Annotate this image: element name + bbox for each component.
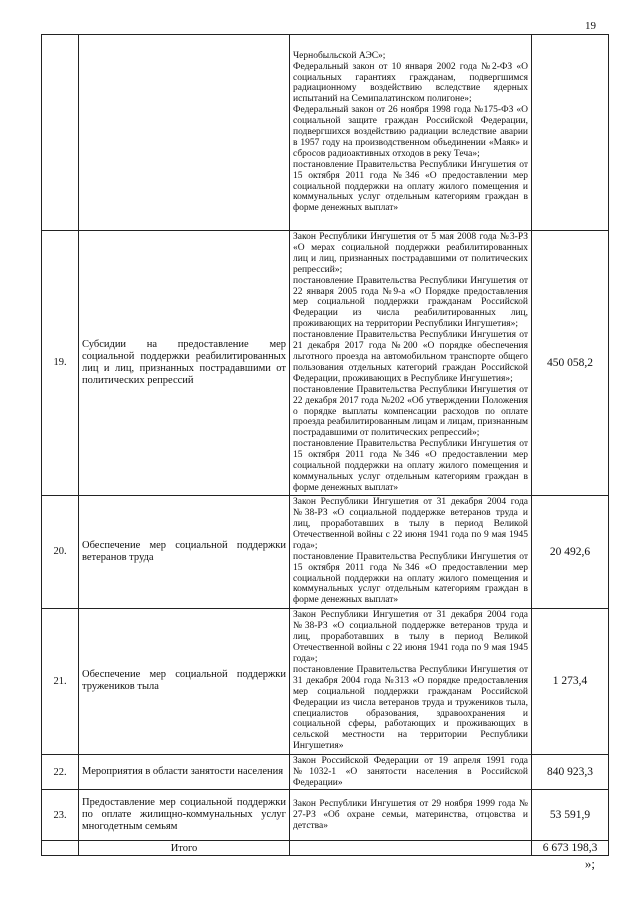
table-row (42, 754, 609, 790)
row-number: 21. (42, 608, 79, 754)
legal-act: Закон Республики Ингушетия от 29 ноября 1999 года № 27-РЗ «Об охране семьи, материнства, отцовства и детства» (293, 799, 528, 831)
row-number: 19. (42, 231, 79, 496)
row-amount: 20 492,6 (532, 495, 609, 608)
row-legal-basis (290, 35, 532, 231)
legal-act: постановление Правительства Республики Ингушетия от 22 декабря 2017 года №202 «Об утверждении Положения о порядке выплаты компенсации расходов по оплате проезда реабилитированным лицам и лицам, признанным пострадавшими от политических репрессий»; (293, 384, 528, 439)
row-number: 22. (42, 754, 79, 790)
row-name: Мероприятия в области занятости населения (79, 754, 290, 790)
total-amount: 6 673 198,3 (532, 841, 609, 856)
legal-act: постановление Правительства Республики Ингушетия от 15 октября 2011 года №346 «О предоставлении мер социальной поддержки на оплату жилого помещения и коммунальных услуг отдельным категориям граждан в форме денежных выплат» (293, 439, 528, 493)
legal-act: Федеральный закон от 26 ноября 1998 года №175-ФЗ «О социальной защите граждан Российской Федерации, подвергшихся воздействию радиации вследствие аварии в 1957 году на производственном объединении «Маяк» и сбросов радиоактивных отходов в реку Теча»; (293, 105, 528, 159)
legal-act: Чернобыльской АЭС»; (293, 50, 386, 61)
legal-act: Закон Республики Ингушетия от 31 декабря 2004 года №38-РЗ «О социальной поддержке ветеранов труда и лиц, проработавших в тылу в период Великой Отечественной войны с 22 июня 1941 года по 9 мая 1945 года»; (293, 610, 528, 664)
table-row (42, 35, 609, 231)
table-row (42, 231, 609, 496)
row-amount (532, 35, 609, 231)
total-label: Итого (79, 841, 290, 856)
legal-act: постановление Правительства Республики Ингушетия от 15 октября 2011 года №346 «О предоставлении мер социальной поддержки на оплату жилого помещения и коммунальных услуг отдельным категориям граждан в форме денежных выплат» (293, 551, 528, 606)
row-name: Обеспечение мер социальной поддержки ветеранов труда (79, 495, 290, 608)
legal-act: постановление Правительства Республики Ингушетия от 15 октября 2011 года №346 «О предоставлении мер социальной поддержки на оплату жилого помещения и коммунальных услуг отдельным категориям граждан в форме денежных выплат» (293, 159, 528, 214)
table-row (42, 495, 609, 608)
row-legal-basis (290, 754, 532, 790)
legal-act: Закон Российской Федерации от 19 апреля 1991 года №1032-1 «О занятости населения в Российской Федерации» (293, 755, 528, 788)
row-name: Обеспечение мер социальной поддержки тружеников тыла (79, 608, 290, 754)
row-amount: 840 923,3 (532, 754, 609, 790)
table-row (42, 608, 609, 754)
row-number (42, 35, 79, 231)
legal-act: Закон Республики Ингушетия от 31 декабря 2004 года №38-РЗ «О социальной поддержке ветеранов труда и лиц, проработавших в тылу в период Великой Отечественной войны с 22 июня 1941 года по 9 мая 1945 года»; (293, 497, 528, 551)
table-row (42, 790, 609, 841)
row-amount: 450 058,2 (532, 231, 609, 496)
row-legal-basis (290, 231, 532, 496)
legal-act: постановление Правительства Республики Ингушетия от 31 декабря 2004 года №313 «О порядке предоставления мер социальной поддержки гражданам Российской Федерации из числа ветеранов труда и тружеников тыла, специалистов образования, здравоохранения и социальной сферы, работающих и проживающих в сельской местности на территории Республики Ингушетия» (293, 664, 528, 752)
row-legal-basis (290, 790, 532, 841)
row-amount: 53 591,9 (532, 790, 609, 841)
closing-quote-mark: »; (584, 856, 595, 871)
row-legal-basis (290, 608, 532, 754)
total-number-cell (42, 841, 79, 856)
row-amount: 1 273,4 (532, 608, 609, 754)
row-name: Субсидии на предоставление мер социальной поддержки реабилитированных лиц и лиц, признанных пострадавшими от политических репрессий (79, 231, 290, 496)
row-legal-basis (290, 495, 532, 608)
row-number: 20. (42, 495, 79, 608)
budget-table (41, 34, 609, 856)
page-number: 19 (585, 20, 596, 32)
table-body (42, 35, 609, 856)
total-legal-basis-cell (290, 841, 532, 856)
row-name (79, 35, 290, 231)
legal-act: постановление Правительства Республики Ингушетия от 22 января 2005 года №9-а «О Порядке предоставления мер социальной поддержки гражданам Российской Федерации из числа реабилитированных лиц, проживающих на территории Республики Ингушетия»; (293, 275, 528, 330)
legal-act: постановление Правительства Республики Ингушетия от 21 декабря 2017 года №200 «О порядке обеспечения льготного проезда на автомобильном транспорте общего пользования отдельных категорий граждан Российской Федерации, проживающих в Республике Ингушетия»; (293, 330, 528, 384)
row-number: 23. (42, 790, 79, 841)
row-name: Предоставление мер социальной поддержки по оплате жилищно-коммунальных услуг многодетным семьям (79, 790, 290, 841)
total-row (42, 841, 609, 856)
legal-act: Закон Республики Ингушетия от 5 мая 2008 года №3-РЗ «О мерах социальной поддержки реабилитированных лиц и лиц, признанных пострадавшими от политических репрессий»; (293, 232, 528, 275)
legal-act: Федеральный закон от 10 января 2002 года №2-ФЗ «О социальных гарантиях гражданам, подвергшимся радиационному воздействию вследствие ядерных испытаний на Семипалатинском полигоне»; (293, 61, 528, 105)
